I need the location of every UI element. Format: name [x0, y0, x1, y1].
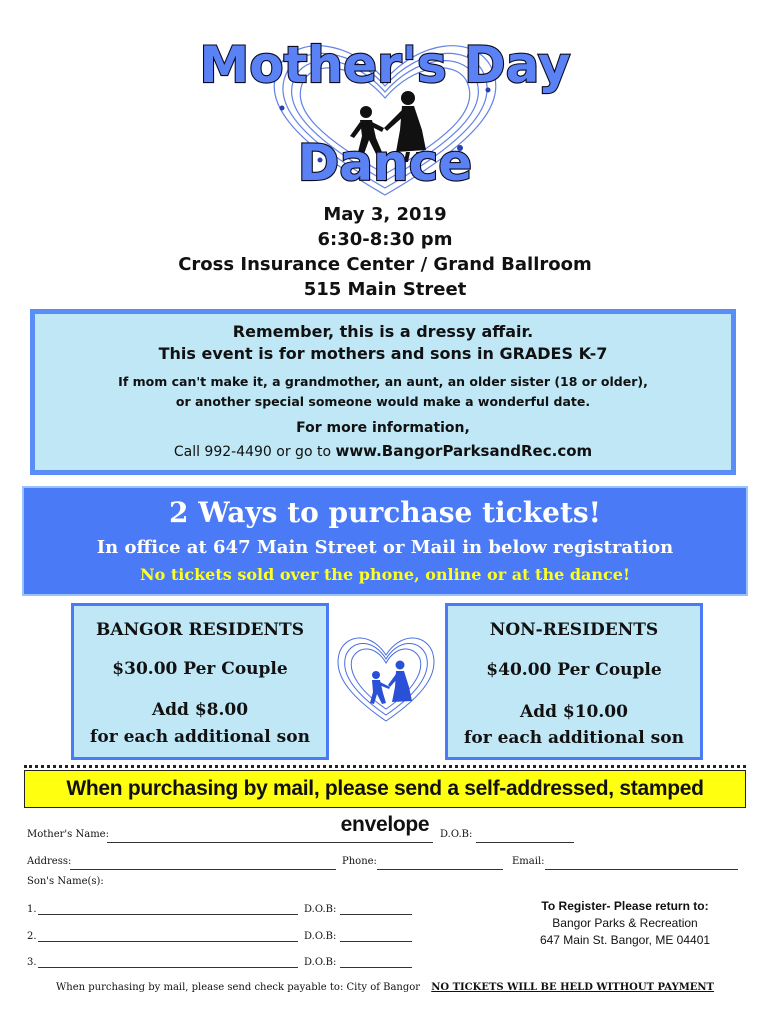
son-2-number: 2. [27, 931, 37, 942]
register-heading: To Register- Please return to: [541, 899, 709, 913]
non-residents-price: $40.00 Per Couple [486, 660, 662, 680]
mother-dob-field[interactable] [476, 842, 574, 843]
address-field[interactable] [70, 869, 336, 870]
son-3-dob-label: D.O.B: [304, 957, 337, 968]
event-date: May 3, 2019 [323, 204, 447, 225]
non-residents-title: NON-RESIDENTS [489, 620, 659, 640]
alternate-date-note-2: or another special someone would make a wonderful date. [175, 394, 591, 409]
son-1-name-field[interactable] [38, 914, 298, 915]
non-residents-add-detail: for each additional son [464, 728, 684, 748]
mother-dob-label: D.O.B: [440, 829, 473, 840]
residents-add-price: Add $8.00 [151, 700, 249, 720]
footer-note [0, 982, 770, 993]
residents-title: BANGOR RESIDENTS [96, 620, 304, 640]
grades-note: This event is for mothers and sons in GRADES K-7 [158, 344, 608, 363]
son-2-dob-label: D.O.B: [304, 931, 337, 942]
event-title [170, 22, 600, 192]
son-3-number: 3. [27, 957, 37, 968]
mother-name-label: Mother's Name: [27, 829, 109, 840]
register-street: 647 Main St. Bangor, ME 04401 [539, 933, 711, 947]
son-1-dob-field[interactable] [340, 914, 412, 915]
son-1-dob-label: D.O.B: [304, 904, 337, 915]
call-text: Call 992-4490 or go to [173, 444, 332, 460]
small-music-heart-icon [328, 625, 444, 725]
son-3-dob-field[interactable] [340, 967, 412, 968]
residents-price-box [71, 603, 329, 760]
event-time: 6:30-8:30 pm [317, 229, 453, 250]
payment-note: When purchasing by mail, please send check payable to: City of Bangor [56, 982, 421, 993]
phone-label: Phone: [342, 856, 377, 867]
purchase-warning: No tickets sold over the phone, online or at the dance! [140, 565, 630, 584]
non-residents-price-box [445, 603, 703, 760]
son-2-name-field[interactable] [38, 941, 298, 942]
cut-line-divider [24, 765, 746, 768]
residents-add-detail: for each additional son [90, 727, 310, 747]
contact-line [35, 442, 731, 460]
sons-label: Son's Name(s): [27, 876, 104, 887]
phone-field[interactable] [377, 869, 503, 870]
email-field[interactable] [545, 869, 738, 870]
title-line-1: Mother's Day [199, 36, 571, 94]
address-label: Address: [27, 856, 72, 867]
son-2-dob-field[interactable] [340, 941, 412, 942]
alternate-date-note-1: If mom can't make it, a grandmother, an aunt, an older sister (18 or older), [118, 374, 648, 389]
event-title-art [170, 22, 600, 192]
residents-price: $30.00 Per Couple [112, 659, 288, 679]
son-3-name-field[interactable] [38, 967, 298, 968]
payment-warning: NO TICKETS WILL BE HELD WITHOUT PAYMENT [431, 982, 714, 993]
mother-name-field[interactable] [107, 842, 433, 843]
event-address: 515 Main Street [303, 279, 467, 300]
mail-instructions-banner: When purchasing by mail, please send a self-addressed, stamped envelope [24, 770, 746, 808]
dressy-affair-note: Remember, this is a dressy affair. [232, 322, 534, 341]
register-org: Bangor Parks & Recreation [552, 916, 698, 930]
son-1-number: 1. [27, 904, 37, 915]
event-venue: Cross Insurance Center / Grand Ballroom [178, 254, 592, 275]
non-residents-add-price: Add $10.00 [520, 702, 628, 722]
more-info-label: For more information, [296, 420, 470, 436]
event-details-box [30, 309, 736, 475]
title-line-2: Dance [297, 134, 473, 192]
purchase-banner [22, 486, 748, 596]
website-link[interactable]: www.BangorParksandRec.com [335, 442, 593, 460]
purchase-heading: 2 Ways to purchase tickets! [169, 496, 601, 529]
email-label: Email: [512, 856, 545, 867]
purchase-subheading: In office at 647 Main Street or Mail in below registration [96, 537, 674, 558]
